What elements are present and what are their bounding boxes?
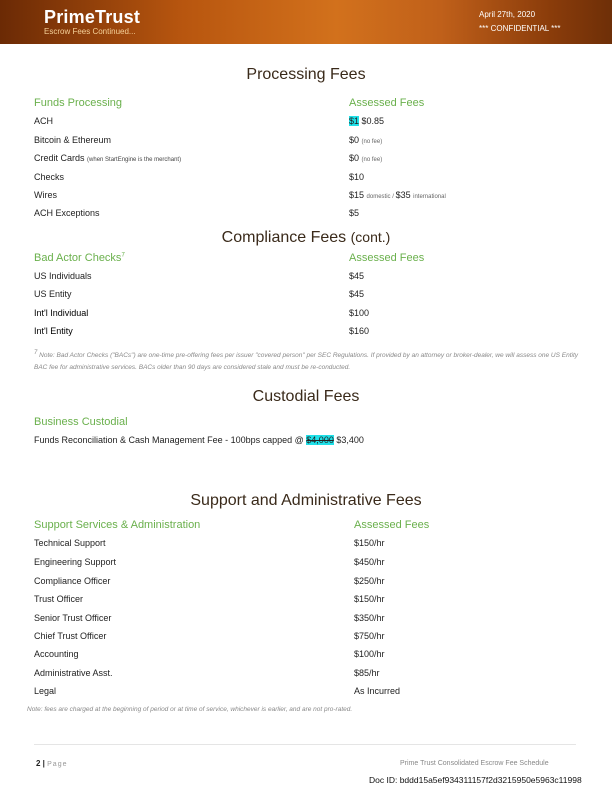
header-subtitle: Escrow Fees Continued... — [44, 27, 136, 36]
row-label-senior-trust-officer: Senior Trust Officer — [34, 613, 112, 623]
row-value-engineering-support: $450/hr — [354, 557, 385, 567]
doc-id: Doc ID: bddd15a5ef934311157f2d3215950e5963c11998 — [369, 775, 582, 785]
row-label-administrative-asst: Administrative Asst. — [34, 668, 113, 678]
row-label-chief-trust-officer: Chief Trust Officer — [34, 631, 107, 641]
label-note: (when StartEngine is the merchant) — [87, 157, 182, 163]
column-head-text: Bad Actor Checks — [34, 252, 122, 264]
row-label-ach-exceptions: ACH Exceptions — [34, 208, 100, 218]
section-title-text: Compliance Fees — [221, 229, 347, 246]
support-note: Note: fees are charged at the beginning of period or at time of service, whichever is earlier, and are not pro-rated. — [27, 706, 353, 713]
section-title-processing: Processing Fees — [246, 66, 366, 83]
column-head-bad-actor-checks — [34, 252, 125, 264]
header-banner — [0, 0, 612, 44]
label-text: Credit Cards — [34, 153, 85, 163]
value-text-2: $35 — [395, 190, 411, 200]
row-value-wires — [349, 190, 446, 200]
row-value-ach — [349, 116, 384, 126]
row-value-us-individuals: $45 — [349, 271, 365, 281]
header-confidential: *** CONFIDENTIAL *** — [479, 24, 561, 33]
value-text: $0 — [349, 153, 360, 163]
row-label-engineering-support: Engineering Support — [34, 557, 117, 567]
row-value-us-entity: $45 — [349, 289, 365, 299]
row-value-accounting: $100/hr — [354, 649, 385, 659]
row-value-senior-trust-officer: $350/hr — [354, 613, 385, 623]
old-value-highlight: $1 — [349, 116, 360, 126]
row-label-us-entity: US Entity — [34, 289, 72, 299]
section-title-suffix: (cont.) — [350, 229, 391, 245]
page-number-value: 2 — [36, 759, 41, 768]
row-label-legal: Legal — [34, 686, 57, 696]
row-value-intl-entity: $160 — [349, 326, 370, 336]
row-label-intl-individual: Int'l Individual — [34, 308, 89, 318]
column-head-support-services: Support Services & Administration — [34, 519, 201, 531]
value-note-2: international — [413, 194, 446, 200]
column-head-assessed-fees-compliance: Assessed Fees — [349, 252, 425, 264]
row-label-trust-officer: Trust Officer — [34, 594, 84, 604]
footnote-marker: 7 — [121, 252, 125, 259]
footnote-text: Note: Bad Actor Checks ("BACs") are one-time pre-offering fees per issuer "covered person" per SEC Regulations. If provided by an attorney or broker-dealer, we will assess one US Entity BAC fee for administrative services. BACs older than 90 days are considered stale and must be re-conducted. — [34, 352, 579, 371]
column-head-assessed-fees: Assessed Fees — [349, 97, 425, 109]
row-value-administrative-asst: $85/hr — [354, 668, 380, 678]
old-value-highlight: $4,000 — [306, 435, 334, 445]
row-label-checks: Checks — [34, 172, 65, 182]
row-label-wires: Wires — [34, 190, 57, 200]
value-note: (no fee) — [361, 157, 383, 163]
row-label-ach: ACH — [34, 116, 54, 126]
bac-footnote — [34, 350, 579, 374]
section-title-support: Support and Administrative Fees — [190, 492, 422, 509]
footnote-marker: 7 — [34, 349, 38, 356]
value-note: (no fee) — [361, 139, 383, 145]
row-value-technical-support: $150/hr — [354, 538, 385, 548]
page-separator: | — [40, 759, 48, 768]
custodial-text: Funds Reconciliation & Cash Management Fee - 100bps capped @ — [34, 435, 307, 445]
row-value-credit-cards — [349, 153, 382, 163]
row-custodial-fee — [34, 435, 364, 445]
row-value-legal: As Incurred — [354, 686, 401, 696]
row-label-bitcoin: Bitcoin & Ethereum — [34, 135, 112, 145]
row-value-chief-trust-officer: $750/hr — [354, 631, 385, 641]
column-head-assessed-fees-support: Assessed Fees — [354, 519, 430, 531]
column-head-business-custodial: Business Custodial — [34, 416, 128, 428]
header-date: April 27th, 2020 — [479, 10, 536, 19]
page-number — [36, 759, 68, 768]
row-value-checks: $10 — [349, 172, 365, 182]
page-word: Page — [47, 761, 68, 768]
row-label-us-individuals: US Individuals — [34, 271, 92, 281]
row-value-compliance-officer: $250/hr — [354, 576, 385, 586]
row-label-credit-cards — [34, 153, 181, 163]
row-value-trust-officer: $150/hr — [354, 594, 385, 604]
column-head-funds-processing: Funds Processing — [34, 97, 123, 109]
value-note: domestic / — [366, 194, 396, 200]
row-value-bitcoin — [349, 135, 382, 145]
value-text: $15 — [349, 190, 365, 200]
value-text: $0.85 — [361, 116, 385, 126]
logo: PrimeTrust — [44, 7, 141, 27]
row-label-compliance-officer: Compliance Officer — [34, 576, 111, 586]
section-title-compliance — [0, 229, 612, 247]
footer-doc-title: Prime Trust Consolidated Escrow Fee Schedule — [400, 760, 549, 767]
row-value-intl-individual: $100 — [349, 308, 370, 318]
value-text: $3,400 — [336, 435, 364, 445]
row-label-intl-entity: Int'l Entity — [34, 326, 73, 336]
row-label-technical-support: Technical Support — [34, 538, 106, 548]
footer-divider — [34, 744, 576, 745]
section-title-custodial: Custodial Fees — [252, 388, 360, 405]
value-text: $0 — [349, 135, 360, 145]
row-label-accounting: Accounting — [34, 649, 79, 659]
row-value-ach-exceptions: $5 — [349, 208, 360, 218]
